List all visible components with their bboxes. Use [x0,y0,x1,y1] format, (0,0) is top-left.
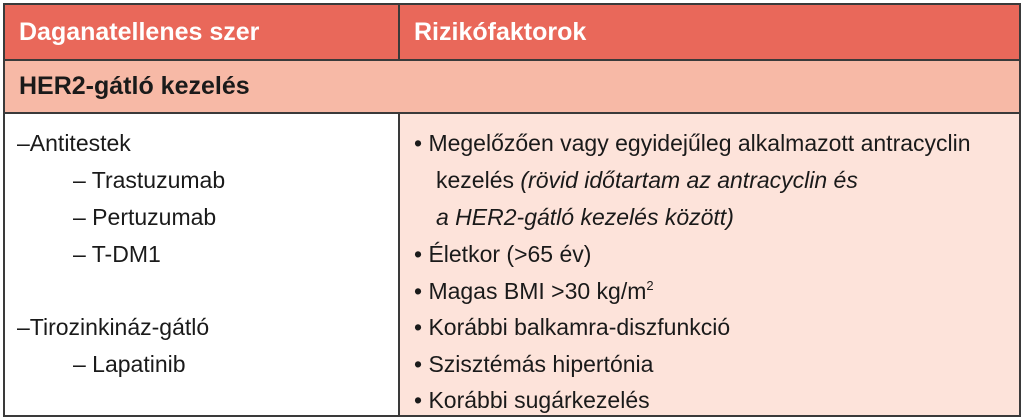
risk-lv-dysfunction: • Korábbi balkamra-diszfunkció [414,314,731,340]
agent-pertuzumab: – Pertuzumab [73,204,217,230]
agent-antibodies: –Antitestek [17,130,131,156]
header-anticancer-agent: Daganatellenes szer [5,5,400,59]
risk-prior-anthracycline: • Megelőzően vagy egyidejűleg alkalmazott antracyclin [414,130,971,156]
risk-factor-table [3,3,1021,417]
agent-trastuzumab: – Trastuzumab [73,167,226,193]
agents-cell [5,114,400,415]
section-row [5,61,1019,114]
agent-tki: –Tirozinkináz-gátló [17,314,210,340]
risk-anthracycline-plain: kezelés [436,167,521,193]
risk-age: • Életkor (>65 év) [414,241,592,267]
header-risk-factors: Rizikófaktorok [414,18,587,46]
risk-bmi [414,278,654,305]
risk-anthracycline-cont [436,167,858,194]
risk-bmi-text: • Magas BMI >30 kg/m [414,278,647,304]
risk-radiotherapy: • Korábbi sugárkezelés [414,387,650,413]
table-header-row [5,5,1019,61]
section-title: HER2-gátló kezelés [19,72,250,100]
risk-bmi-sup: 2 [646,278,654,293]
risk-factors-cell [400,114,1019,415]
agent-tdm1: – T-DM1 [73,241,161,267]
risk-anthracycline-note-cont: a HER2-gátló kezelés között) [436,204,734,230]
risk-anthracycline-note: (rövid időtartam az antracyclin és [520,167,858,193]
agent-lapatinib: – Lapatinib [73,351,186,377]
risk-hypertension: • Szisztémás hipertónia [414,351,654,377]
